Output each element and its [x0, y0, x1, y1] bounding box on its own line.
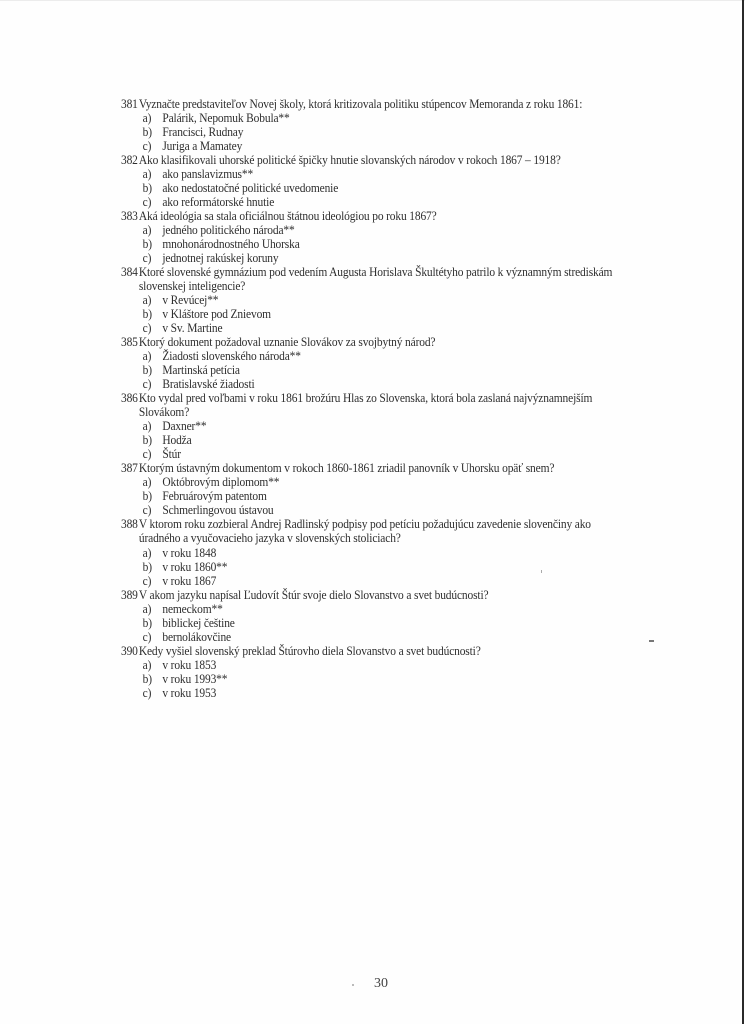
option-text: Juriga a Mamatey	[162, 139, 243, 154]
answer-option	[121, 489, 647, 503]
question-text-line: Kto vydal pred voľbami v roku 1861 brožúru Hlas zo Slovenska, ktorá bola zaslaná najvýznamnejším	[138, 391, 593, 406]
question-387	[121, 461, 681, 517]
option-letter: b)	[142, 615, 152, 630]
option-letter: b)	[142, 671, 152, 686]
option-text: ako nedostatočné politické uvedomenie	[162, 181, 339, 196]
answer-option	[121, 237, 647, 251]
option-letter: b)	[142, 181, 152, 196]
scan-speck	[541, 570, 542, 573]
question-text-line: Aká ideológia sa stala oficiálnou štátnou ideológiou po roku 1867?	[138, 209, 437, 224]
answer-option	[121, 602, 647, 616]
question-text-line: Ktorý dokument požadoval uznanie Slovákov za svojbytný národ?	[138, 335, 436, 350]
question-389	[121, 588, 681, 644]
question-text-line: Ktoré slovenské gymnázium pod vedením Augusta Horislava Škultétyho patrilo k významným strediskám	[138, 265, 613, 280]
option-text: biblickej češtine	[162, 615, 235, 630]
option-letter: a)	[142, 349, 152, 364]
answer-option	[121, 223, 647, 237]
option-text: v Revúcej**	[162, 293, 219, 308]
question-list	[121, 97, 681, 700]
option-letter: b)	[142, 125, 152, 140]
option-letter: b)	[142, 489, 152, 504]
question-number: 386	[121, 391, 138, 406]
question-text	[121, 644, 647, 658]
option-letter: c)	[142, 251, 152, 266]
answer-option	[121, 111, 647, 125]
option-text: v Kláštore pod Znievom	[162, 307, 271, 322]
question-text-continuation	[121, 279, 647, 293]
answer-option	[121, 475, 647, 489]
answer-option	[121, 125, 647, 139]
answer-option	[121, 560, 647, 574]
answer-option	[121, 307, 647, 321]
option-letter: c)	[142, 573, 152, 588]
question-384	[121, 265, 681, 335]
answer-option	[121, 630, 647, 644]
question-number: 383	[121, 209, 138, 224]
answer-option	[121, 251, 647, 265]
question-text	[121, 265, 647, 279]
question-text-line: V ktorom roku zozbieral Andrej Radlinský podpisy pod petíciu požadujúcu zavedenie slovenčiny ako	[138, 517, 591, 532]
option-text: Októbrovým diplomom**	[162, 475, 280, 490]
question-381	[121, 97, 681, 153]
option-letter: a)	[142, 475, 152, 490]
option-text: mnohonárodnostného Uhorska	[162, 237, 300, 252]
question-number: 385	[121, 335, 138, 350]
option-text: v roku 1848	[162, 545, 217, 560]
option-letter: c)	[142, 629, 152, 644]
question-text	[121, 97, 647, 111]
option-text: v roku 1860**	[162, 559, 228, 574]
question-text	[121, 391, 647, 405]
option-letter: c)	[142, 139, 152, 154]
scan-speck	[352, 984, 354, 986]
option-text: ako panslavizmus**	[162, 167, 254, 182]
answer-option	[121, 686, 647, 700]
question-text-line: Kedy vyšiel slovenský preklad Štúrovho diela Slovanstvo a svet budúcnosti?	[138, 643, 481, 658]
option-text: v roku 1853	[162, 657, 217, 672]
question-text-line: Vyznačte predstaviteľov Novej školy, ktorá kritizovala politiku stúpencov Memoranda z roku 1861:	[138, 97, 583, 111]
option-letter: b)	[142, 307, 152, 322]
option-text: Žiadosti slovenského národa**	[162, 349, 301, 364]
question-number: 388	[121, 517, 138, 532]
option-letter: b)	[142, 363, 152, 378]
question-text-continuation	[121, 531, 647, 545]
question-number: 382	[121, 153, 138, 168]
option-text: Palárik, Nepomuk Bobula**	[162, 111, 290, 126]
scan-border-right	[742, 0, 744, 1024]
option-letter: a)	[142, 223, 152, 238]
answer-option	[121, 503, 647, 517]
option-letter: a)	[142, 545, 152, 560]
question-text	[121, 517, 647, 531]
question-text	[121, 335, 647, 349]
question-text-line: V akom jazyku napísal Ľudovít Štúr svoje dielo Slovanstvo a svet budúcnosti?	[138, 587, 489, 602]
option-text: Štúr	[162, 447, 181, 462]
answer-option	[121, 293, 647, 307]
option-text: Martinská petícia	[162, 363, 240, 378]
question-text	[121, 588, 647, 602]
answer-option	[121, 181, 647, 195]
option-text: Hodža	[162, 433, 192, 448]
question-number: 389	[121, 587, 138, 602]
question-number: 390	[121, 643, 138, 658]
option-letter: b)	[142, 237, 152, 252]
option-text: v Sv. Martine	[162, 321, 223, 336]
question-number: 387	[121, 461, 138, 476]
option-text: jednotnej rakúskej koruny	[162, 251, 279, 266]
option-letter: a)	[142, 419, 152, 434]
page-top-edge	[0, 0, 745, 1]
question-text-line: Slovákom?	[138, 405, 190, 420]
option-letter: c)	[142, 685, 152, 700]
answer-option	[121, 349, 647, 363]
option-letter: c)	[142, 195, 152, 210]
question-385	[121, 335, 681, 391]
option-letter: b)	[142, 559, 152, 574]
option-text: Februárovým patentom	[162, 489, 267, 504]
option-text: Francisci, Rudnay	[162, 125, 244, 140]
question-383	[121, 209, 681, 265]
option-text: jedného politického národa**	[162, 223, 295, 238]
answer-option	[121, 574, 647, 588]
option-letter: c)	[142, 377, 152, 392]
page-number: 30	[374, 976, 388, 991]
option-letter: a)	[142, 293, 152, 308]
answer-option	[121, 658, 647, 672]
answer-option	[121, 377, 647, 391]
option-letter: a)	[142, 601, 152, 616]
option-letter: a)	[142, 657, 152, 672]
answer-option	[121, 672, 647, 686]
option-text: bernolákovčine	[162, 629, 232, 644]
option-letter: b)	[142, 433, 152, 448]
question-text	[121, 209, 647, 223]
question-text-line: úradného a vyučovacieho jazyka v slovenských stoliciach?	[138, 531, 401, 546]
answer-option	[121, 546, 647, 560]
option-text: v roku 1993**	[162, 671, 228, 686]
option-text: Daxner**	[162, 419, 207, 434]
answer-option	[121, 363, 647, 377]
answer-option	[121, 616, 647, 630]
question-text-line: slovenskej inteligencie?	[138, 279, 246, 294]
question-text-continuation	[121, 405, 647, 419]
option-text: v roku 1867	[162, 573, 217, 588]
option-text: ako reformátorské hnutie	[162, 195, 275, 210]
question-386	[121, 391, 681, 461]
question-text	[121, 461, 647, 475]
option-text: nemeckom**	[162, 601, 223, 616]
option-letter: a)	[142, 111, 152, 126]
question-text-line: Ktorým ústavným dokumentom v rokoch 1860-1861 zriadil panovník v Uhorsku opäť snem?	[138, 461, 555, 476]
option-letter: c)	[142, 321, 152, 336]
question-390	[121, 644, 681, 700]
option-text: v roku 1953	[162, 685, 217, 700]
option-letter: c)	[142, 503, 152, 518]
answer-option	[121, 195, 647, 209]
question-number: 384	[121, 265, 138, 280]
question-388	[121, 517, 681, 587]
answer-option	[121, 167, 647, 181]
question-text-line: Ako klasifikovali uhorské politické špičky hnutie slovanských národov v rokoch 1867 – 1918?	[138, 153, 561, 168]
answer-option	[121, 419, 647, 433]
scan-speck	[649, 640, 654, 642]
option-text: Bratislavské žiadosti	[162, 377, 255, 392]
option-letter: c)	[142, 447, 152, 462]
answer-option	[121, 433, 647, 447]
option-letter: a)	[142, 167, 152, 182]
question-text	[121, 153, 647, 167]
answer-option	[121, 139, 647, 153]
question-382	[121, 153, 681, 209]
answer-option	[121, 321, 647, 335]
question-number: 381	[121, 97, 138, 111]
answer-option	[121, 447, 647, 461]
option-text: Schmerlingovou ústavou	[162, 503, 274, 518]
